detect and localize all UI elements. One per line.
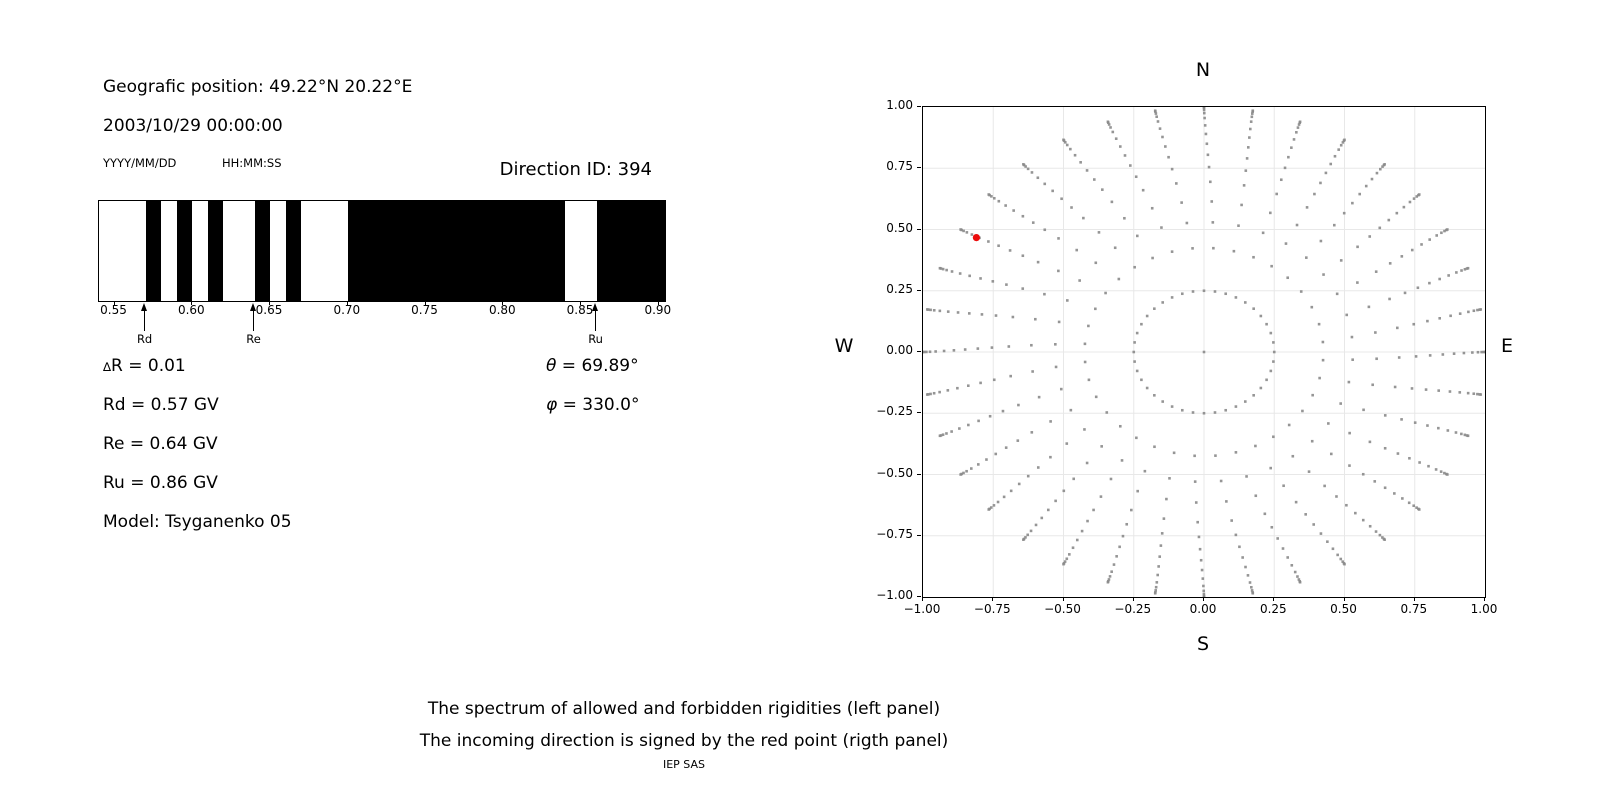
caption-line-1: The spectrum of allowed and forbidden rigidities (left panel) [427, 699, 941, 719]
dirplot-x-tick-label: 0.25 [1259, 602, 1287, 616]
model-text: Model: Tsyganenko 05 [103, 512, 292, 532]
dirplot-y-tick [917, 412, 921, 413]
dirplot-x-tick [992, 597, 993, 601]
phi-value: = 330.0° [557, 395, 640, 415]
spectrum-x-tick-label: 0.90 [644, 303, 672, 317]
delta-r-text [103, 357, 186, 377]
dirplot-x-tick-label: 0.50 [1330, 602, 1357, 616]
dirplot-y-tick [917, 596, 921, 597]
theta-symbol: θ [546, 356, 557, 376]
dirplot-x-tick [1273, 597, 1274, 601]
credit-text: IEP SAS [662, 758, 706, 771]
dirplot-x-tick-label: −0.25 [1114, 602, 1152, 616]
cutoff-marker-label: Rd [136, 332, 153, 346]
phi-text [546, 396, 639, 416]
rigidity-spectrum-plot [98, 200, 666, 302]
cutoff-marker-label: Re [246, 332, 261, 346]
direction-map-canvas [923, 107, 1485, 597]
allowed-rigidity-band [208, 201, 224, 301]
time-format-label: HH:MM:SS [222, 156, 282, 170]
dirplot-y-tick [917, 474, 921, 475]
dirplot-y-tick-label: −0.25 [876, 404, 913, 419]
allowed-rigidity-band [146, 201, 162, 301]
dirplot-x-tick [1063, 597, 1064, 601]
dirplot-x-tick-label: −0.50 [1044, 602, 1081, 616]
ru-text: Ru = 0.86 GV [103, 473, 218, 493]
cutoff-marker-label: Ru [588, 332, 603, 346]
direction-map-plot [922, 106, 1486, 598]
phi-symbol: φ [546, 395, 558, 415]
cutoff-arrow-stem [253, 310, 255, 331]
dirplot-y-tick-label: 0.00 [886, 343, 913, 357]
date-format-label: YYYY/MM/DD [103, 156, 177, 170]
dirplot-x-tick-label: −0.75 [973, 602, 1011, 616]
dirplot-x-tick [922, 597, 923, 601]
spectrum-x-tick-label: 0.85 [566, 303, 594, 317]
spectrum-x-tick-label: 0.65 [255, 303, 283, 317]
spectrum-x-tick-label: 0.75 [411, 303, 438, 317]
allowed-rigidity-band [348, 201, 566, 301]
dirplot-y-tick-label: −1.00 [876, 588, 913, 602]
spectrum-x-tick-label: 0.80 [488, 303, 516, 317]
datetime-text: 2003/10/29 00:00:00 [103, 116, 283, 136]
dirplot-y-tick [917, 290, 921, 291]
dirplot-y-tick [917, 106, 921, 107]
dirplot-x-tick [1133, 597, 1134, 601]
dirplot-y-tick [917, 351, 921, 352]
dirplot-x-tick [1484, 597, 1485, 601]
cutoff-arrow-stem [595, 310, 597, 331]
dirplot-y-tick-label: 0.75 [886, 159, 913, 174]
theta-value: = 69.89° [556, 356, 639, 376]
allowed-rigidity-band [597, 201, 665, 301]
compass-label-east: E [1500, 335, 1513, 357]
dirplot-y-tick-label: 0.25 [886, 281, 913, 296]
allowed-rigidity-band [286, 201, 302, 301]
dirplot-x-tick-label: 0.75 [1400, 602, 1428, 616]
compass-label-north: N [1195, 59, 1211, 81]
compass-label-west: W [834, 335, 854, 357]
dirplot-y-tick-label: 1.00 [886, 98, 913, 112]
dirplot-y-tick-label: −0.50 [876, 465, 913, 480]
dirplot-y-tick-label: −0.75 [876, 526, 913, 541]
spectrum-x-tick-label: 0.55 [100, 303, 127, 317]
dirplot-y-tick-label: 0.50 [886, 220, 913, 235]
allowed-rigidity-band [177, 201, 193, 301]
dirplot-y-tick [917, 229, 921, 230]
caption-line-2: The incoming direction is signed by the red point (rigth panel) [419, 731, 949, 751]
dirplot-x-tick-label: 0.00 [1189, 602, 1217, 616]
spectrum-x-tick-label: 0.60 [177, 303, 205, 317]
geo-position-text: Geografic position: 49.22°N 20.22°E [103, 77, 413, 97]
rd-text: Rd = 0.57 GV [103, 395, 219, 415]
dirplot-x-tick [1414, 597, 1415, 601]
direction-id-text: Direction ID: 394 [499, 159, 652, 180]
delta-r-value: R = 0.01 [111, 356, 186, 376]
dirplot-x-tick [1203, 597, 1204, 601]
dirplot-y-tick [917, 167, 921, 168]
compass-label-south: S [1196, 633, 1210, 655]
allowed-rigidity-band [255, 201, 271, 301]
red-direction-point [973, 234, 980, 241]
spectrum-x-tick-label: 0.70 [333, 303, 361, 317]
cutoff-arrow-stem [144, 310, 146, 331]
theta-text [546, 357, 639, 377]
dirplot-x-tick [1344, 597, 1345, 601]
dirplot-x-tick-label: 1.00 [1470, 602, 1498, 616]
dirplot-y-tick [917, 535, 921, 536]
re-text: Re = 0.64 GV [103, 434, 218, 454]
delta-symbol: ∆ [103, 360, 112, 374]
dirplot-x-tick-label: −1.00 [903, 602, 941, 616]
